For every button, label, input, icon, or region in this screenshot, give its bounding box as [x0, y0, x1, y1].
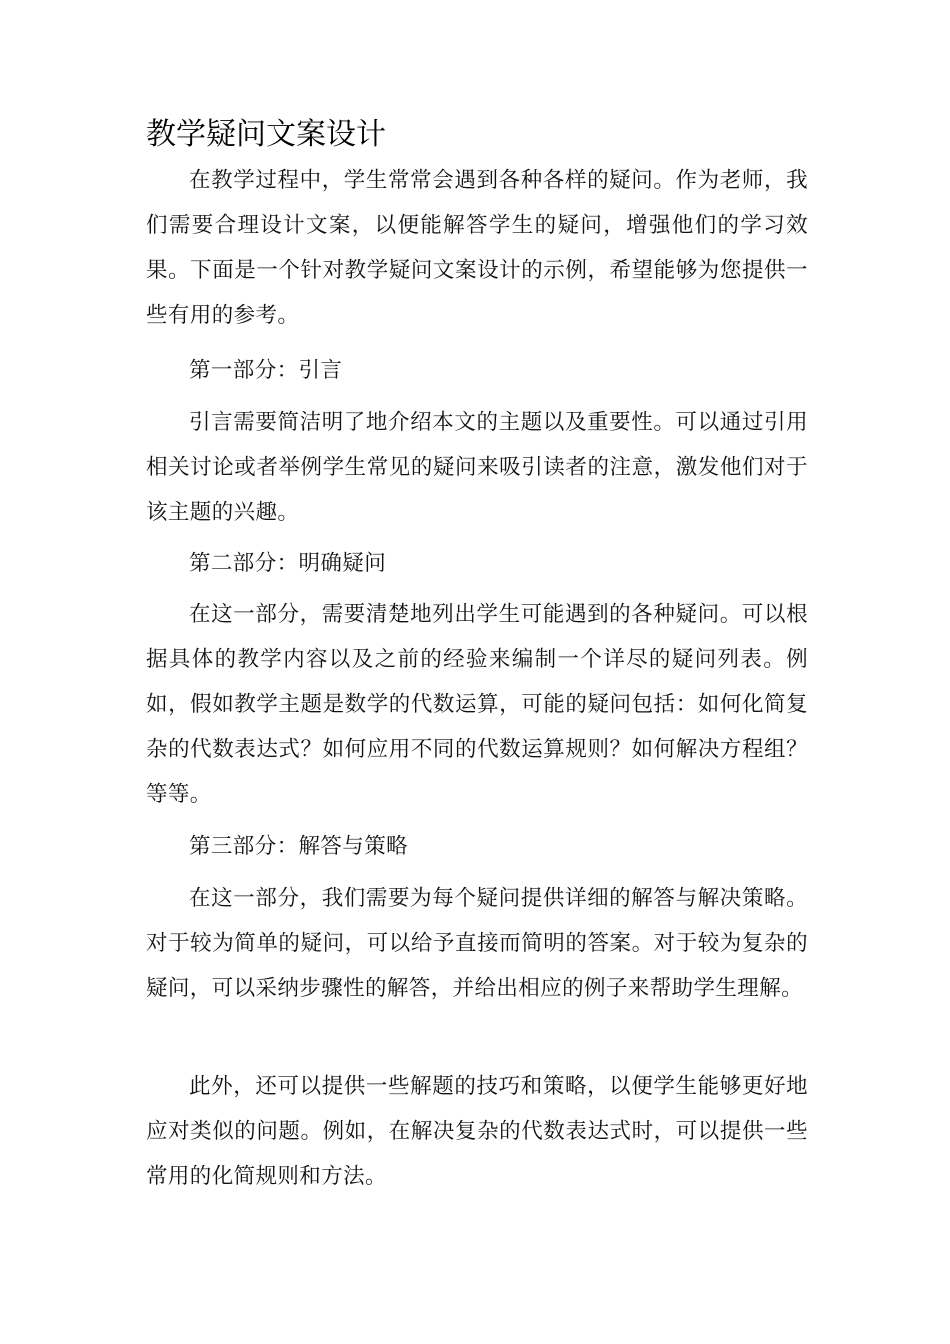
section2-paragraph: 在这一部分，需要清楚地列出学生可能遇到的各种疑问。可以根据具体的教学内容以及之前的经验来编制一个详尽的疑问列表。例如，假如教学主题是数学的代数运算，可能的疑问包括：如何化简复杂的代数表达式？如何应用不同的代数运算规则？如何解决方程组？等等。 [146, 602, 808, 807]
section3-paragraph: 在这一部分，我们需要为每个疑问提供详细的解答与解决策略。对于较为简单的疑问，可以给予直接而简明的答案。对于较为复杂的疑问，可以采纳步骤性的解答，并给出相应的例子来帮助学生理解。 [146, 886, 808, 1001]
section1-paragraph: 引言需要简洁明了地介绍本文的主题以及重要性。可以通过引用相关讨论或者举例学生常见的疑问来吸引读者的注意，激发他们对于该主题的兴趣。 [146, 410, 808, 525]
section1-heading: 第一部分：引言 [189, 358, 343, 383]
document-title: 教学疑问文案设计 [146, 117, 386, 152]
section3-extra-paragraph: 此外，还可以提供一些解题的技巧和策略，以便学生能够更好地应对类似的问题。例如，在解决复杂的代数表达式时，可以提供一些常用的化简规则和方法。 [146, 1074, 808, 1189]
section3-heading: 第三部分：解答与策略 [189, 834, 409, 859]
section2-heading: 第二部分：明确疑问 [189, 551, 387, 576]
intro-paragraph: 在教学过程中，学生常常会遇到各种各样的疑问。作为老师，我们需要合理设计文案，以便能解答学生的疑问，增强他们的学习效果。下面是一个针对教学疑问文案设计的示例，希望能够为您提供一些有用的参考。 [146, 168, 808, 328]
